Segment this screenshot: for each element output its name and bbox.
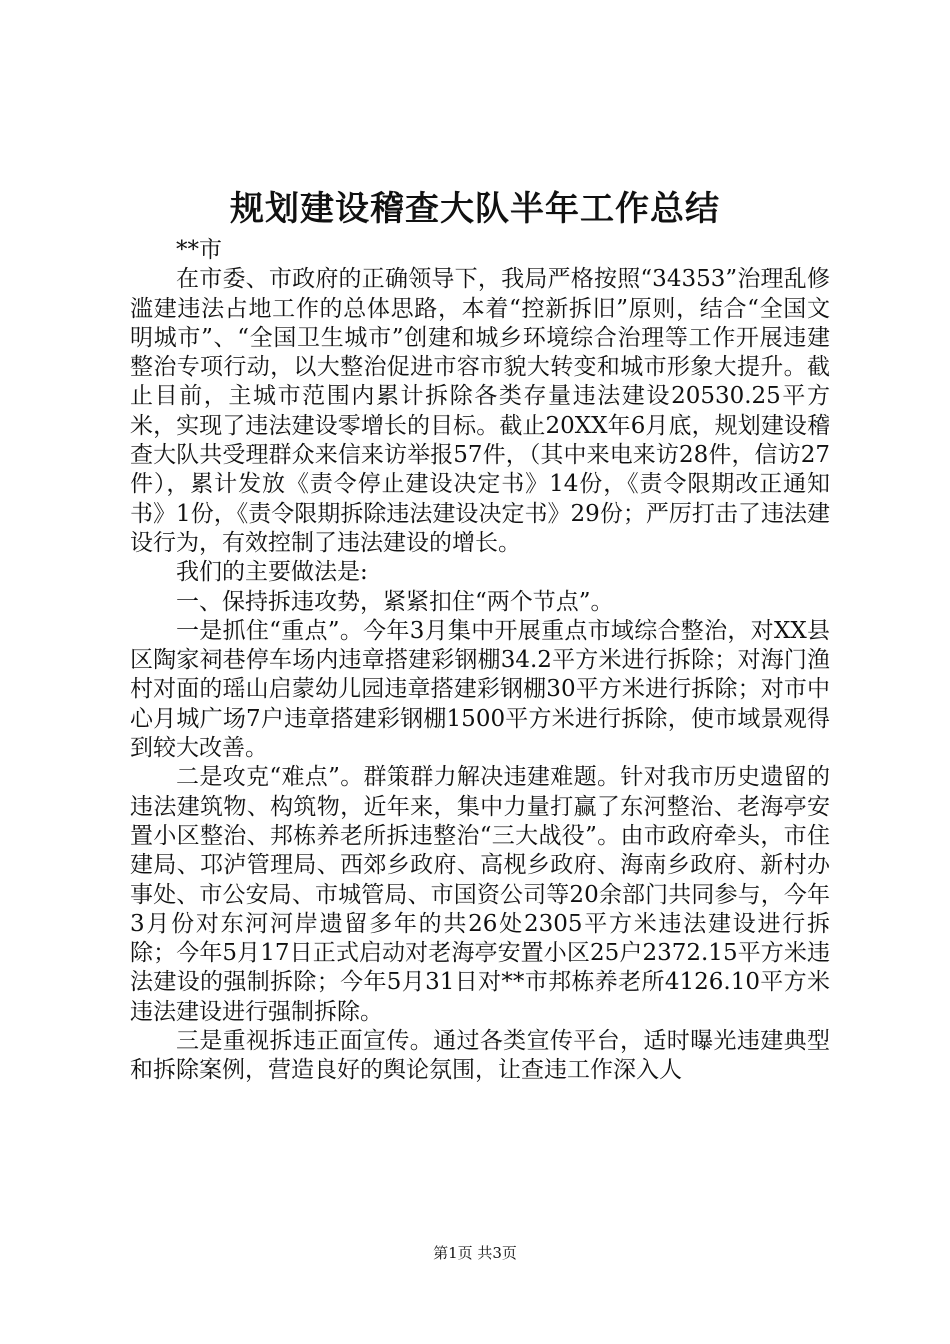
paragraph-publicity: 三是重视拆违正面宣传。通过各类宣传平台，适时曝光违建典型和拆除案例，营造良好的舆论氛围，让查违工作深入人 [130,1028,830,1084]
page-indicator: 第1页 共3页 [433,1244,517,1262]
paragraph-section-heading: 一、保持拆违攻势，紧紧扣住“两个节点”。 [176,588,614,615]
paragraph-overview: 在市委、市政府的正确领导下，我局严格按照“34353”治理乱修滥建违法占地工作的总体思路，本着“控新拆旧”原则，结合“全国文明城市”、“全国卫生城市”创建和城乡环境综合治理等工作开展违建整治专项行动，以大整治促进市容市貌大转变和城市形象大提升。截止目前，主城市范围内累计拆除各类存量违法建设20530.25平方米，实现了违法建设零增长的目标。截止20XX年6月底，规划建设稽查大队共受理群众来信来访举报57件，（其中来电来访28件，信访27件），累计发放《责令停止建设决定书》14份，《责令限期改正通知书》1份，《责令限期拆除违法建设决定书》29份；严厉打击了违法建设行为，有效控制了违法建设的增长。 [130,266,830,556]
paragraph-city: **市 [176,237,222,263]
paragraph-methods-intro: 我们的主要做法是: [176,559,368,586]
paragraph-difficult-points: 二是攻克“难点”。群策群力解决违建难题。针对我市历史遗留的违法建筑物、构筑物，近年来，集中力量打赢了东河整治、老海亭安置小区整治、邦栋养老所拆违整治“三大战役”。由市政府牵头，市住建局、邛泸管理局、西郊乡政府、高枧乡政府、海南乡政府、新村办事处、市公安局、市城管局、市国资公司等20余部门共同参与，今年3月份对东河河岸遗留多年的共26处2305平方米违法建设进行拆除；今年5月17日正式启动对老海亭安置小区25户2372.15平方米违法建设的强制拆除；今年5月31日对**市邦栋养老所4126.10平方米违法建设进行强制拆除。 [130,764,830,1025]
document-title: 规划建设稽查大队半年工作总结 [230,189,720,229]
document-body [130,236,830,1086]
paragraph-key-points: 一是抓住“重点”。今年3月集中开展重点市域综合整治，对XX县区陶家祠巷停车场内违章搭建彩钢棚34.2平方米进行拆除；对海门渔村对面的瑶山启蒙幼儿园违章搭建彩钢棚30平方米进行拆除；对市中心月城广场7户违章搭建彩钢棚1500平方米进行拆除，使市域景观得到较大改善。 [130,617,830,762]
